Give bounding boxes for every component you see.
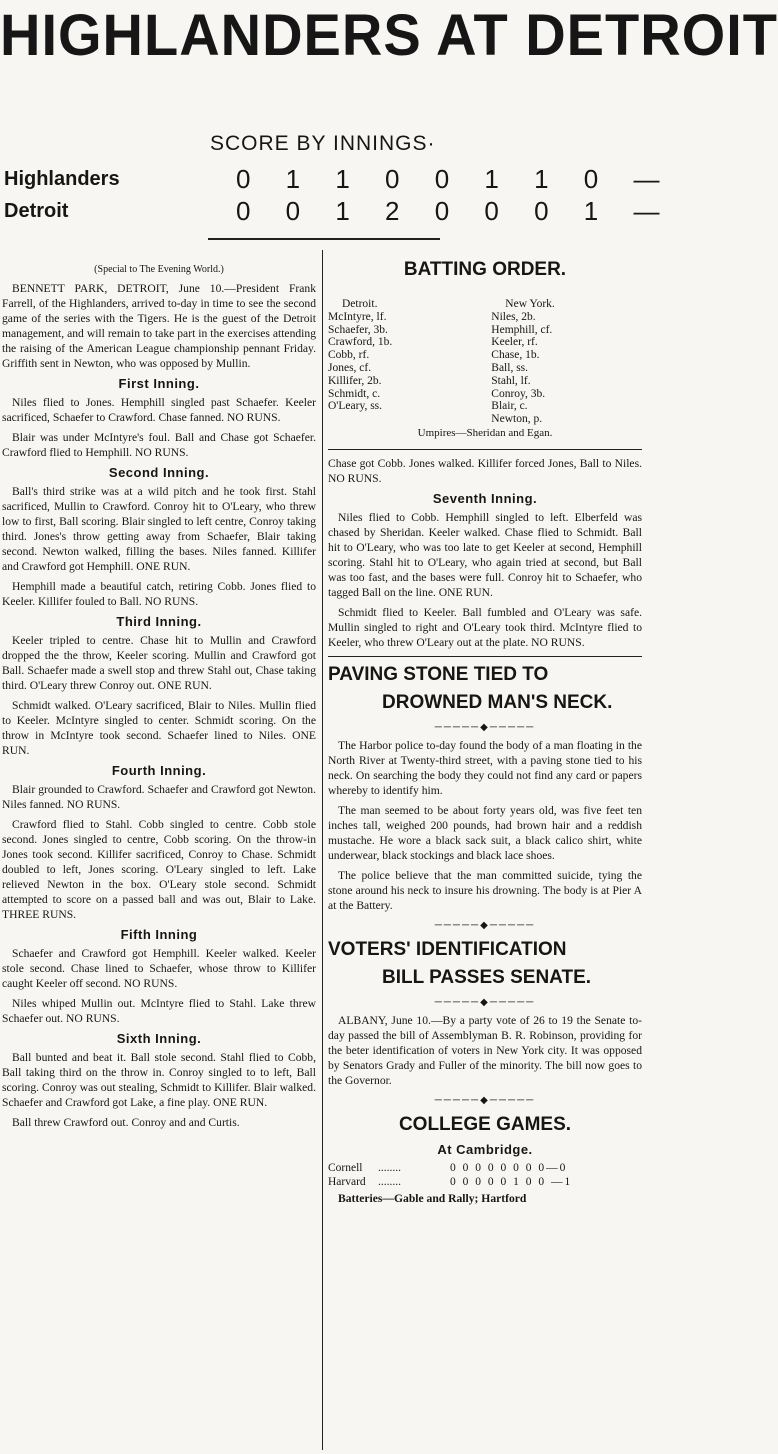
score-title: SCORE BY INNINGS·: [210, 132, 436, 155]
college-team: Harvard: [328, 1175, 366, 1188]
lineup-item: Blair, c.: [491, 400, 528, 413]
paragraph: Hemphill made a beautiful catch, retiring Cobb. Jones flied to Keeler. Killifer fouled to Ball. NO RUNS.: [2, 580, 316, 608]
paragraph: Blair was under McIntyre's foul. Ball and Chase got Schaefer. Crawford flied to Hemphill. NO RUNS.: [2, 431, 316, 459]
paragraph: ALBANY, June 10.—By a party vote of 26 to 19 the Senate to-day passed the bill of Assemblyman B. R. Robinson, providing for the beter identification of voters in New York city. It was opposed by Senators Grady and Fuller of the minority. The bill now goes to the Governor.: [328, 1013, 642, 1087]
paragraph: Keeler tripled to centre. Chase hit to Mullin and Crawford dropped the the throw, Keeler scoring. Mullin and Crawford got Ball. Schaefer made a swell stop and threw Stahl out, Chase taking third. O'Leary threw Conroy out. ONE RUN.: [2, 634, 316, 692]
cambridge-head: At Cambridge.: [437, 1141, 533, 1157]
seventh-inning-head: Seventh Inning.: [432, 490, 538, 506]
paragraph: The police believe that the man committed suicide, tying the stone around his neck to insure his drowning. The body is at Pier A at the Battery.: [328, 868, 642, 912]
paragraph: Niles whiped Mullin out. McIntyre flied to Stahl. Lake threw Schaefer out. NO RUNS.: [2, 997, 316, 1025]
batting-order-table: [328, 298, 642, 426]
paving-stone-head-line2: DROWNED MAN'S NECK.: [382, 691, 613, 713]
fifth-inning-head: Fifth Inning: [120, 927, 198, 942]
intro-paragraph: BENNETT PARK, DETROIT, June 10.—President Frank Farrell, of the Highlanders, arrived to-day in time to see the second game of the series with the Tigers. He is the guest of the Detroit management, and will remain to take part in the exercises attending the raising of the American League championship pennant Friday. Griffith sent in Newton, who was opposed by Mullin.: [2, 282, 316, 370]
detroit-label: Detroit.: [342, 298, 378, 310]
paragraph: Niles flied to Jones. Hemphill singled past Schaefer. Keeler sacrificed, Schaefer to Crawford. Chase fanned. NO RUNS.: [2, 396, 316, 424]
lineup-item: Cobb, rf.: [328, 349, 370, 362]
separator-ornament: ─────◆─────: [434, 919, 536, 931]
college-score-row: [328, 1175, 642, 1189]
umpires: Umpires—Sheridan and Egan.: [417, 426, 553, 439]
batting-order-head: BATTING ORDER.: [403, 259, 567, 280]
lineup-item: Niles, 2b.: [491, 310, 536, 323]
dateline: (Special to The Evening World.): [94, 264, 224, 275]
paragraph: Schmidt walked. O'Leary sacrificed, Blair to Niles. Mullin flied to Keeler. McIntyre singled to center. Schmidt scoring. On the throw in McIntyre took second. Schaefer lined to Niles. ONE RUN.: [2, 699, 316, 757]
paragraph: The man seemed to be about forty years old, was five feet ten inches tall, weighed 200 pounds, had brown hair and a reddish mustache. He wore a black sack suit, a black calico shirt, white underwear, black stockings and black lace shoes.: [328, 803, 642, 862]
lineup-item: Jones, cf.: [328, 361, 372, 374]
leader-dots: ........: [378, 1161, 401, 1174]
rule: [328, 449, 642, 450]
lineup-item: McIntyre, lf.: [328, 310, 387, 323]
sixth-inning-head: Sixth Inning.: [116, 1031, 202, 1046]
lineup-item: Ball, ss.: [491, 361, 529, 374]
paragraph: Niles flied to Cobb. Hemphill singled to left. Elberfeld was chased by Sheridan. Keeler walked. Chase flied to Schmidt. Ball hit to O'Leary, who was too late to get Keeler at second, Hemphill scoring. Stahl hit to O'Leary, who again tried at second, but Ball was too fast, and the bases were full. Conroy hit to Schaefer, who tagged Ball on the line. ONE RUN.: [328, 510, 642, 599]
paragraph: Blair grounded to Crawford. Schaefer and Crawford got Newton. Niles fanned. NO RUNS.: [2, 783, 316, 811]
paragraph: Schmidt flied to Keeler. Ball fumbled and O'Leary was safe. Mullin singled to right and O'Leary took third. McIntyre flied to Keeler, who threw O'Leary out at the plate. NO RUNS.: [328, 605, 642, 649]
headline: HIGHLANDERS AT DETROIT: [0, 1, 778, 68]
college-team: Cornell: [328, 1161, 363, 1174]
lineup-item: O'Leary, ss.: [328, 400, 383, 413]
lineup-item: Hemphill, cf.: [491, 323, 553, 336]
first-inning-head: First Inning.: [118, 376, 200, 391]
paragraph: Ball's third strike was at a wild pitch and he took first. Stahl sacrificed, Mullin to Crawford. Conroy hit to O'Leary, who threw low to first, Ball scoring. Blair singled to left centre, Conroy taking third. Jones's throw getting away from Schaefer, Blair taking second. Newton walked, filling the bases. Niles fanned. Killifer and Crawford got Hemphill. ONE RUN.: [2, 485, 316, 573]
score-by-innings: [0, 132, 674, 232]
column-divider: [322, 250, 323, 1450]
college-line: 0 0 0 0 0 0 0 0—0: [450, 1161, 568, 1174]
separator-ornament: ─────◆─────: [434, 721, 536, 733]
score-rule: [208, 238, 440, 240]
leader-dots: ........: [378, 1175, 401, 1188]
innings-highlanders: 0 1 1 0 0 1 1 0 —: [236, 164, 674, 194]
team-highlanders: Highlanders: [4, 168, 120, 190]
paragraph: Schaefer and Crawford got Hemphill. Keeler walked. Keeler stole second. Chase lined to Schaefer, whose throw to Killifer caught Keeler off second. NO RUNS.: [2, 947, 316, 990]
lineup-item: Schmidt, c.: [328, 387, 381, 400]
paragraph: Crawford flied to Stahl. Cobb singled to centre. Cobb stole second. Jones singled to centre, Cobb scoring. On the throw-in Jones took second. Killifer sacrificed, Conroy to Chase. Schmidt doubled to left, Jones scoring. O'Leary singled to left. Lake relieved Newton in the box. O'Leary stole second. Schmidt attempted to score on a passed ball and was out, Blair to Lake. THREE RUNS.: [2, 818, 316, 921]
second-inning-head: Second Inning.: [108, 465, 210, 480]
voters-head: VOTERS' IDENTIFICATION: [328, 938, 567, 960]
lineup-item: Conroy, 3b.: [491, 387, 546, 400]
college-line: 0 0 0 0 0 1 0 0 —1: [450, 1175, 573, 1188]
paragraph: The Harbor police to-day found the body of a man floating in the North River at Twenty-third street, with a paving stone tied to his neck. On searching the body they could not find any card or papers whereby to identify him.: [328, 738, 642, 797]
voters-head-line2: BILL PASSES SENATE.: [382, 966, 592, 988]
lineup-item: Crawford, 1b.: [328, 336, 393, 349]
left-column: [2, 262, 316, 1135]
paving-stone-head: PAVING STONE TIED TO: [328, 663, 549, 685]
third-inning-head: Third Inning.: [116, 614, 202, 629]
lineup-item: Stahl, lf.: [491, 374, 531, 387]
paragraph: Ball threw Crawford out. Conroy and and Curtis.: [12, 1116, 240, 1129]
detroit-lineup: [328, 298, 479, 426]
lineup-item: Killifer, 2b.: [328, 374, 382, 387]
college-games-head: COLLEGE GAMES.: [398, 1113, 572, 1135]
lineup-item: Keeler, rf.: [491, 336, 538, 349]
newyork-lineup: [491, 298, 642, 426]
paragraph: Ball bunted and beat it. Ball stole second. Stahl flied to Cobb, Ball taking third on the throw in. Conroy singled to to left, Ball scoring. Conroy was out stealing, Schmidt to Killifer. Blair walked. Schaefer and Crawford got Lake, a fine play. ONE RUN.: [2, 1051, 316, 1109]
rule: [328, 656, 642, 657]
innings-detroit: 0 0 1 2 0 0 0 1 —: [236, 196, 674, 226]
separator-ornament: ─────◆─────: [434, 1094, 536, 1106]
newyork-label: New York.: [505, 298, 555, 310]
team-detroit: Detroit: [4, 200, 69, 222]
lineup-item: Schaefer, 3b.: [328, 323, 388, 336]
lineup-item: Newton, p.: [491, 413, 543, 426]
paragraph: Chase got Cobb. Jones walked. Killifer forced Jones, Ball to Niles. NO RUNS.: [328, 456, 642, 485]
batteries: Batteries—Gable and Rally; Hartford: [338, 1191, 527, 1205]
separator-ornament: ─────◆─────: [434, 996, 536, 1008]
lineup-item: Chase, 1b.: [491, 349, 540, 362]
college-score-row: [328, 1161, 642, 1175]
fourth-inning-head: Fourth Inning.: [111, 763, 207, 778]
right-column: [328, 256, 642, 1211]
